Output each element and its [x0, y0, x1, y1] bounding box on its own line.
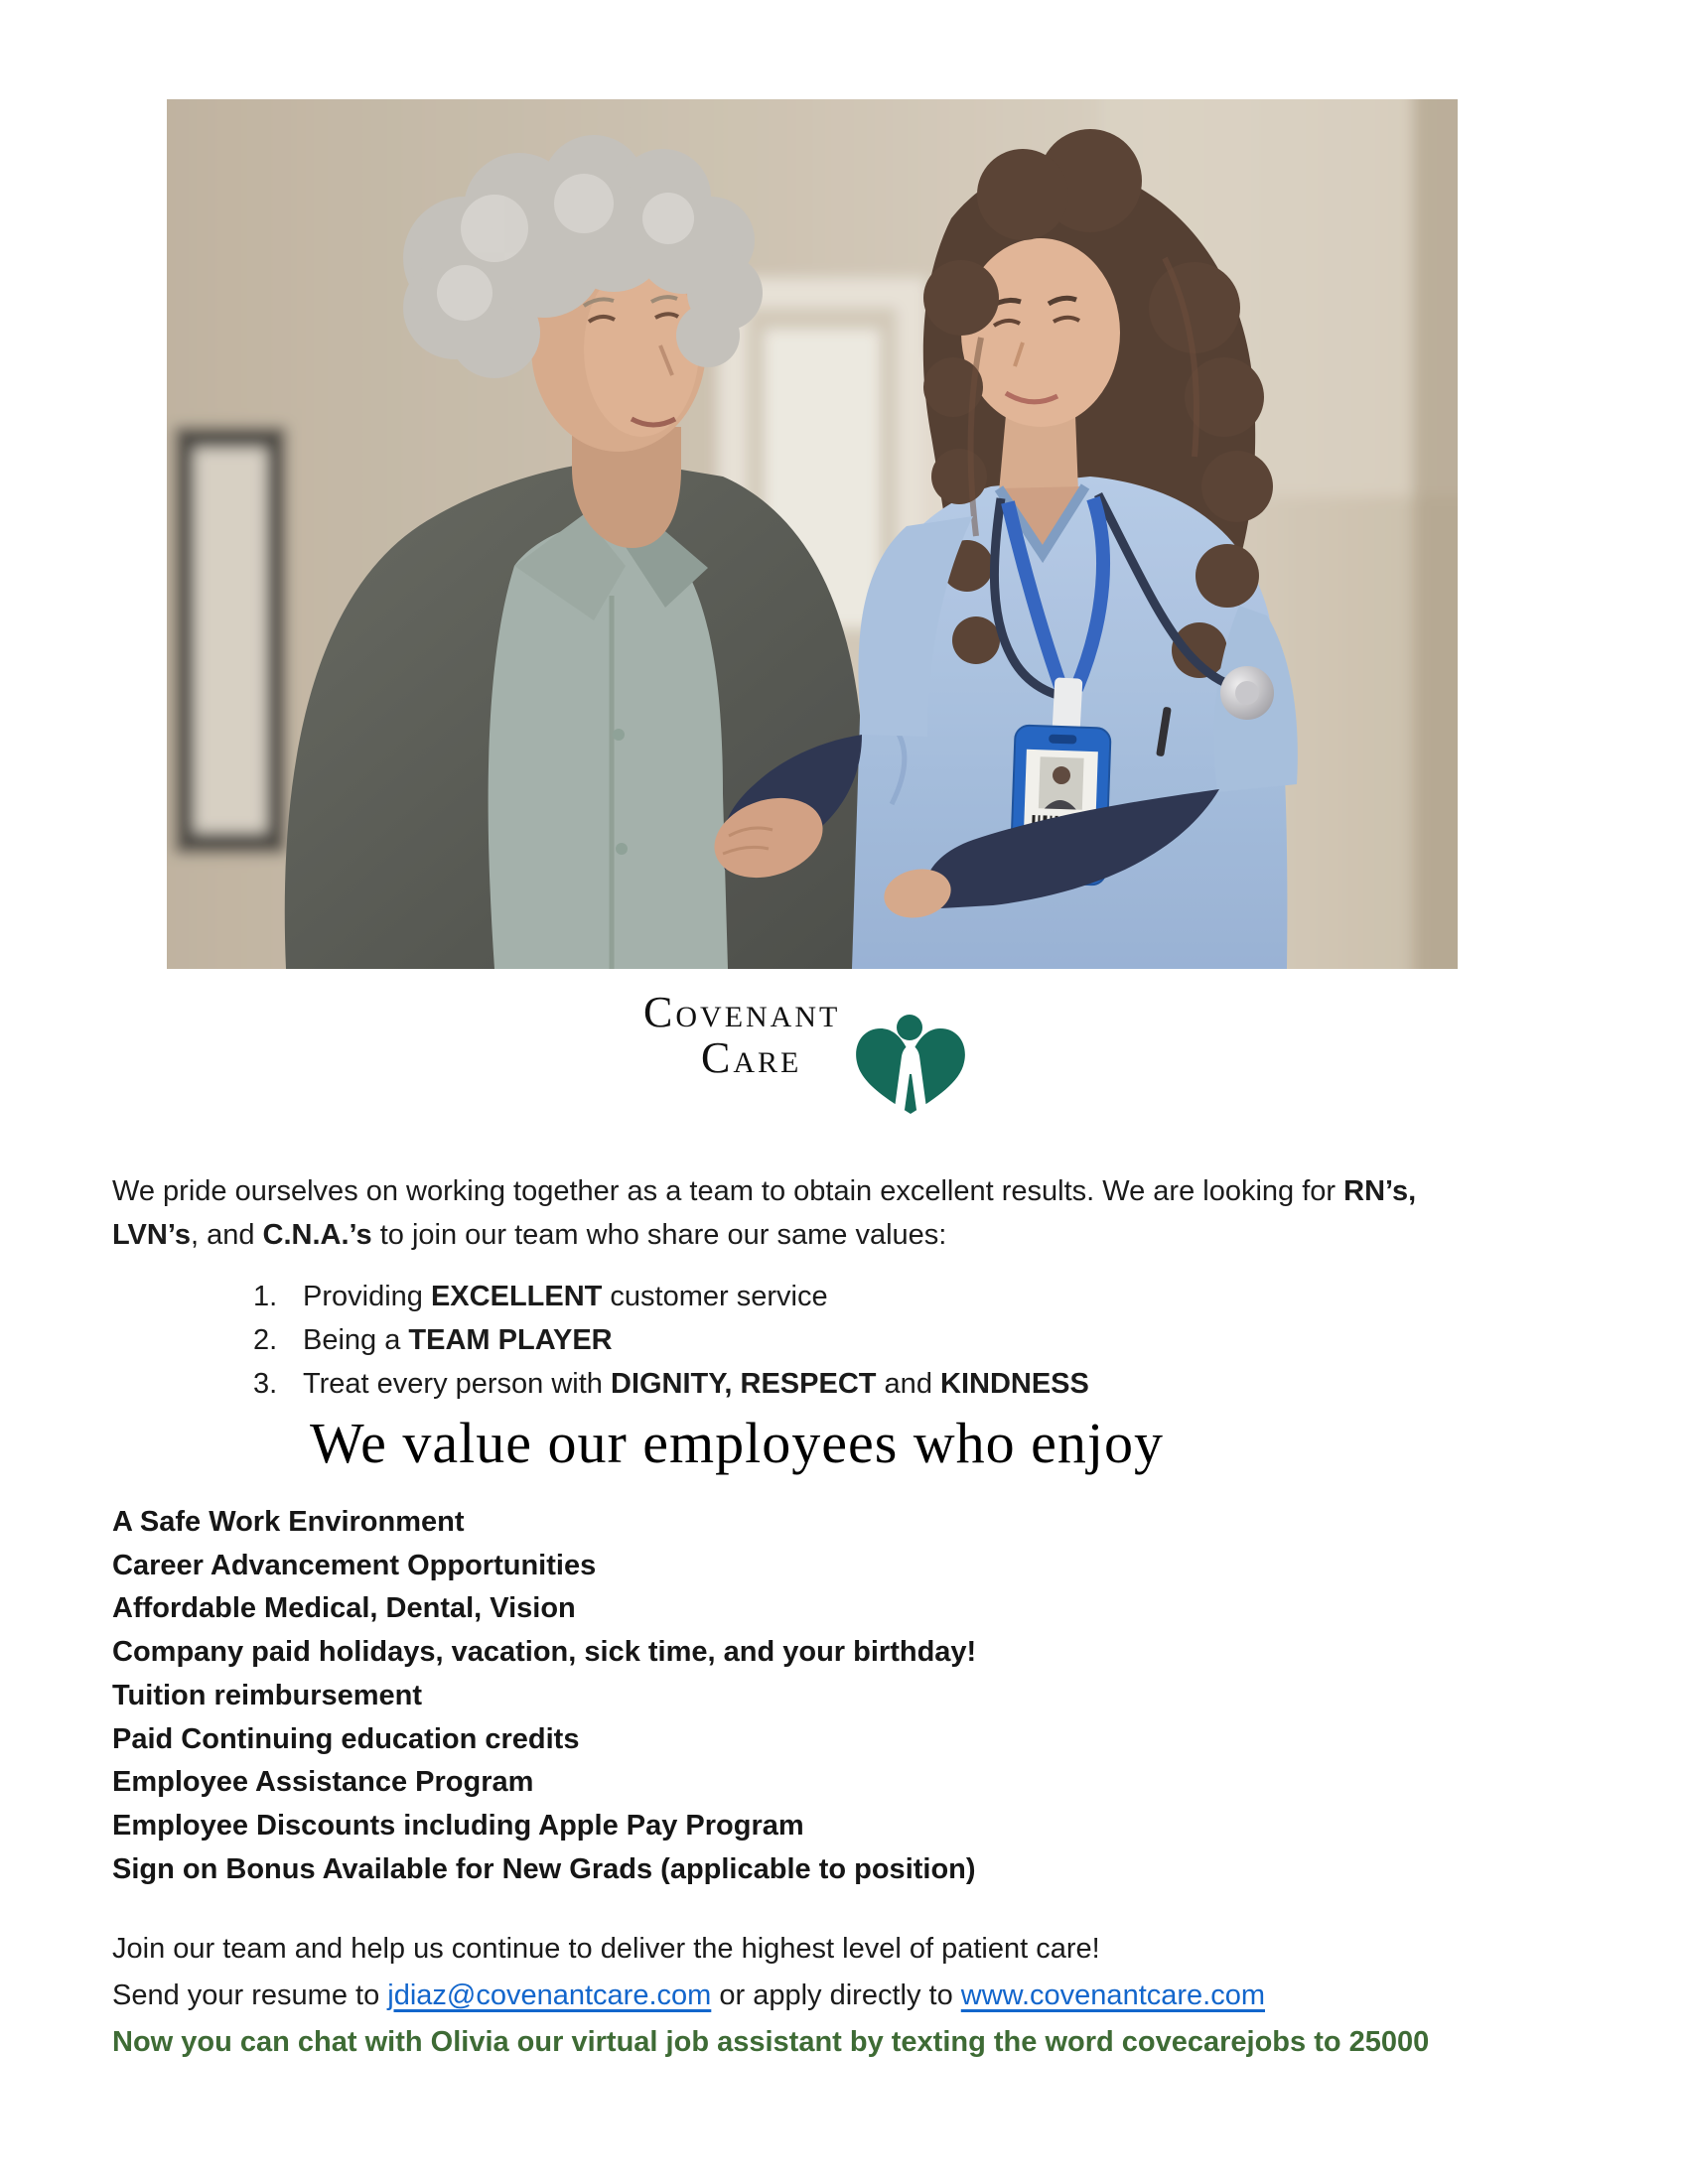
contact-line	[112, 1973, 1621, 2019]
text-segment: Send your resume to	[112, 1979, 388, 2011]
text-segment: Being a	[303, 1324, 409, 1356]
text-segment: and	[876, 1368, 940, 1400]
text-segment: , and	[190, 1219, 263, 1251]
intro-paragraph	[112, 1169, 1592, 1257]
value-number: 2.	[253, 1324, 278, 1356]
logo-wordmark	[643, 988, 841, 1082]
email-link[interactable]: jdiaz@covenantcare.com	[387, 1979, 712, 2011]
heart-person-icon	[848, 1013, 973, 1116]
text-segment: customer service	[602, 1281, 828, 1312]
benefit-item: Company paid holidays, vacation, sick time, and your birthday!	[112, 1636, 977, 1669]
hero-photo	[167, 99, 1458, 969]
hero-photo-illustration	[167, 99, 1458, 969]
logo-word-covenant: COVENANT	[643, 988, 841, 1036]
value-text	[303, 1318, 613, 1362]
text-segment: TEAM PLAYER	[408, 1324, 613, 1356]
logo-word-care: CARE	[701, 1033, 802, 1082]
text-segment: EXCELLENT	[430, 1281, 603, 1312]
text-segment: or apply directly to	[711, 1979, 961, 2011]
text-segment: RN’s,	[1343, 1175, 1417, 1207]
intro-line-2	[112, 1213, 1592, 1257]
text-segment: Treat every person with	[303, 1368, 611, 1400]
value-item	[253, 1318, 1089, 1362]
benefit-item: Affordable Medical, Dental, Vision	[112, 1592, 576, 1625]
value-text	[303, 1362, 1089, 1406]
intro-line-1	[112, 1169, 1592, 1213]
text-segment: LVN’s	[112, 1219, 191, 1251]
text-segment: to join our team who share our same values:	[371, 1219, 947, 1251]
benefit-item: Paid Continuing education credits	[112, 1722, 580, 1755]
benefit-item: Employee Discounts including Apple Pay Program	[112, 1809, 804, 1842]
benefit-item: Sign on Bonus Available for New Grads (applicable to position)	[112, 1852, 976, 1885]
values-list	[253, 1275, 1089, 1406]
chat-line: Now you can chat with Olivia our virtual job assistant by texting the word covecarejobs to 25000	[112, 2026, 1430, 2058]
value-item	[253, 1362, 1089, 1406]
covenant-care-logo	[643, 988, 973, 1116]
value-item	[253, 1275, 1089, 1318]
website-link[interactable]: www.covenantcare.com	[960, 1979, 1266, 2011]
value-number: 3.	[253, 1368, 278, 1400]
benefit-item: Tuition reimbursement	[112, 1679, 423, 1711]
value-text	[303, 1275, 828, 1318]
text-segment: Providing	[303, 1281, 431, 1312]
section-heading: We value our employees who enjoy	[310, 1411, 1165, 1475]
benefits-list	[112, 1501, 976, 1891]
text-segment: C.N.A.’s	[262, 1219, 372, 1251]
closing-block	[112, 1926, 1621, 2066]
text-segment: KINDNESS	[940, 1368, 1089, 1400]
value-number: 1.	[253, 1281, 278, 1312]
text-segment: We pride ourselves on working together as a team to obtain excellent results. We are looking for	[112, 1175, 1344, 1207]
text-segment: DIGNITY, RESPECT	[611, 1368, 877, 1400]
benefit-item: Career Advancement Opportunities	[112, 1549, 597, 1581]
benefit-item: A Safe Work Environment	[112, 1506, 465, 1538]
closing-line: Join our team and help us continue to deliver the highest level of patient care!	[112, 1933, 1100, 1965]
benefit-item: Employee Assistance Program	[112, 1766, 534, 1799]
